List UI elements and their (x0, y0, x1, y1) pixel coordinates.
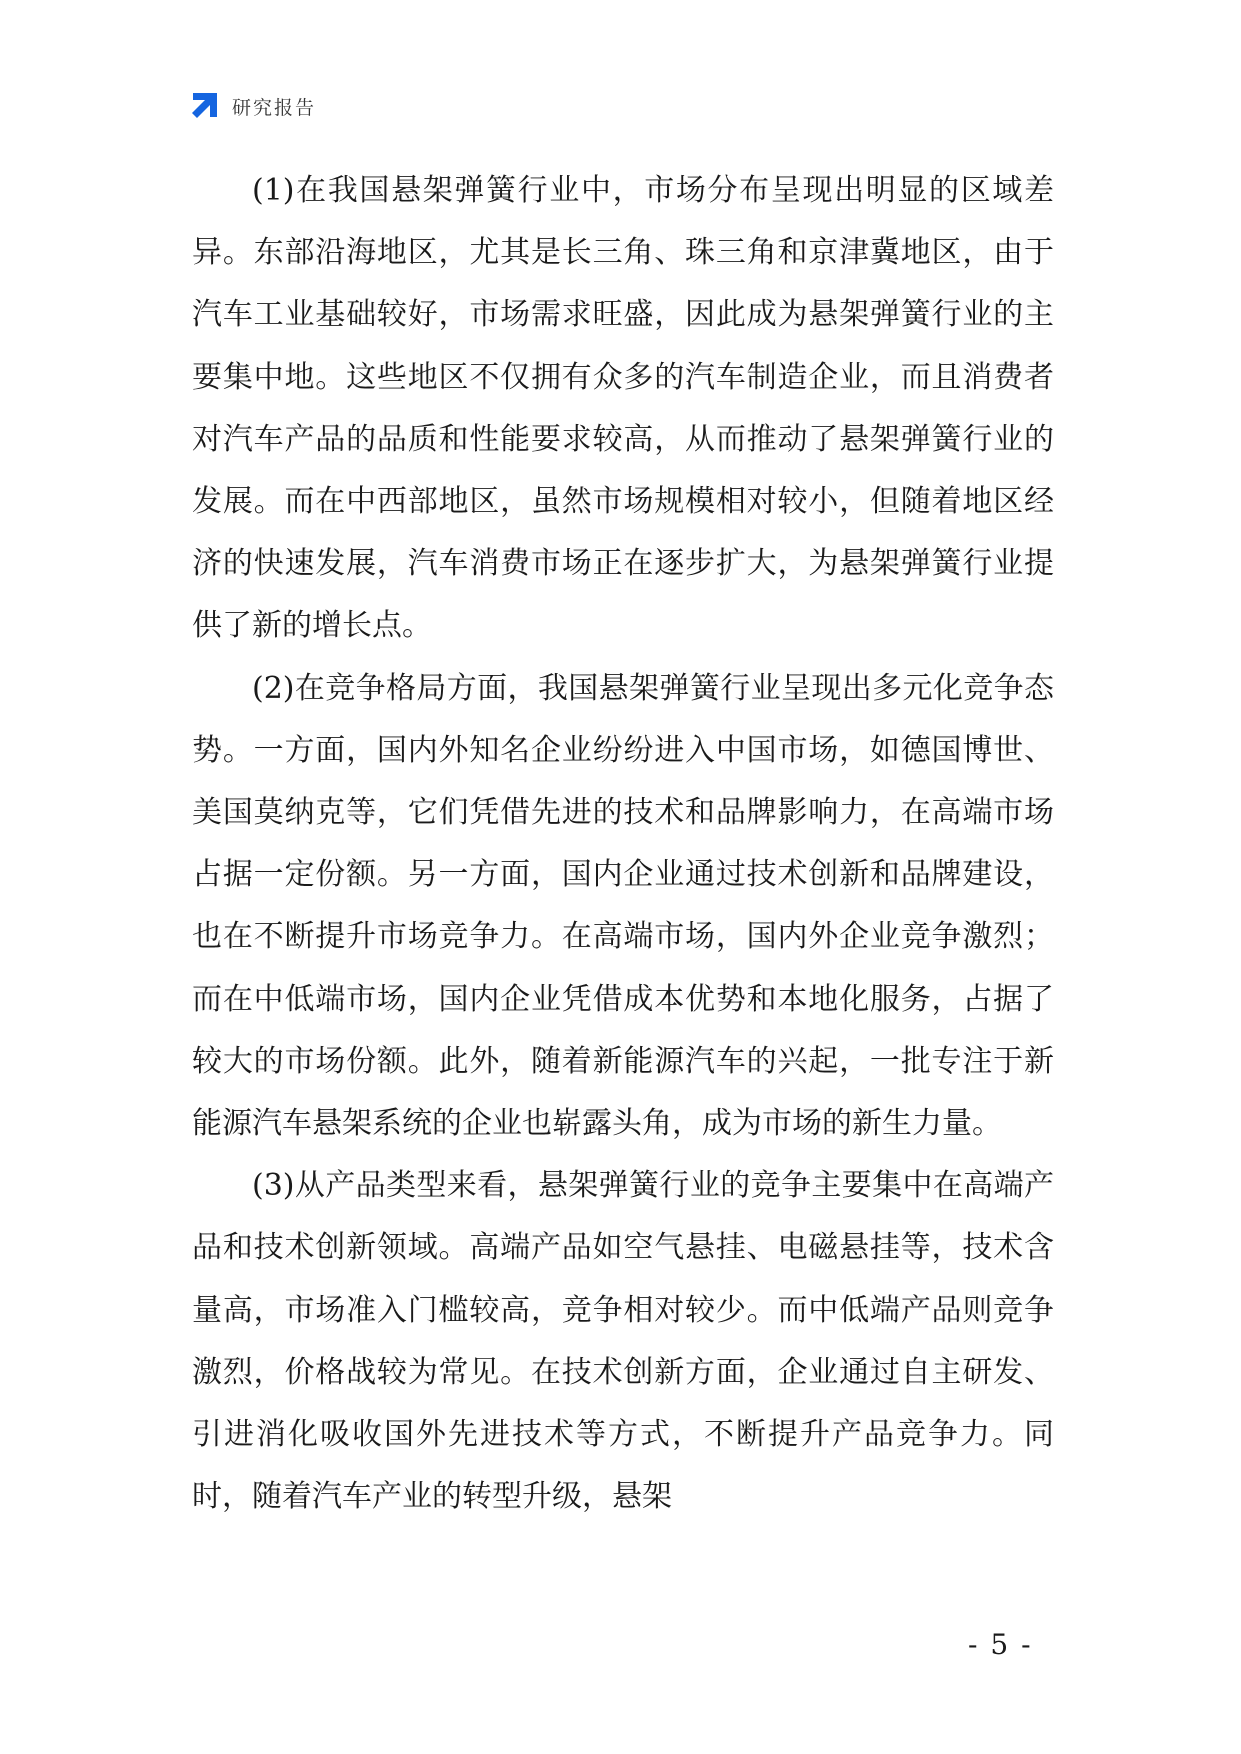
paragraph-2: (2)在竞争格局方面，我国悬架弹簧行业呈现出多元化竞争态势。一方面，国内外知名企业纷纷进入中国市场，如德国博世、美国莫纳克等，它们凭借先进的技术和品牌影响力，在高端市场占据一定份额。另一方面，国内企业通过技术创新和品牌建设，也在不断提升市场竞争力。在高端市场，国内外企业竞争激烈；而在中低端市场，国内企业凭借成本优势和本地化服务，占据了较大的市场份额。此外，随着新能源汽车的兴起，一批专注于新能源汽车悬架系统的企业也崭露头角，成为市场的新生力量。 (192, 670, 1054, 1142)
page-number: - 5 - (968, 1628, 1033, 1661)
paragraph-3: (3)从产品类型来看，悬架弹簧行业的竞争主要集中在高端产品和技术创新领域。高端产品如空气悬挂、电磁悬挂等，技术含量高，市场准入门槛较高，竞争相对较少。而中低端产品则竞争激烈，价格战较为常见。在技术创新方面，企业通过自主研发、引进消化吸收国外先进技术等方式，不断提升产品竞争力。同时，随着汽车产业的转型升级，悬架 (192, 1168, 1054, 1515)
paragraph-1: (1)在我国悬架弹簧行业中，市场分布呈现出明显的区域差异。东部沿海地区，尤其是长三角、珠三角和京津冀地区，由于汽车工业基础较好，市场需求旺盛，因此成为悬架弹簧行业的主要集中地。这些地区不仅拥有众多的汽车制造企业，而且消费者对汽车产品的品质和性能要求较高，从而推动了悬架弹簧行业的发展。而在中西部地区，虽然市场规模相对较小，但随着地区经济的快速发展，汽车消费市场正在逐步扩大，为悬架弹簧行业提供了新的增长点。 (192, 173, 1054, 644)
arrow-up-right-icon (188, 90, 220, 122)
page-header (188, 88, 316, 124)
header-title: 研究报告 (232, 96, 317, 119)
document-body (192, 160, 1054, 1528)
